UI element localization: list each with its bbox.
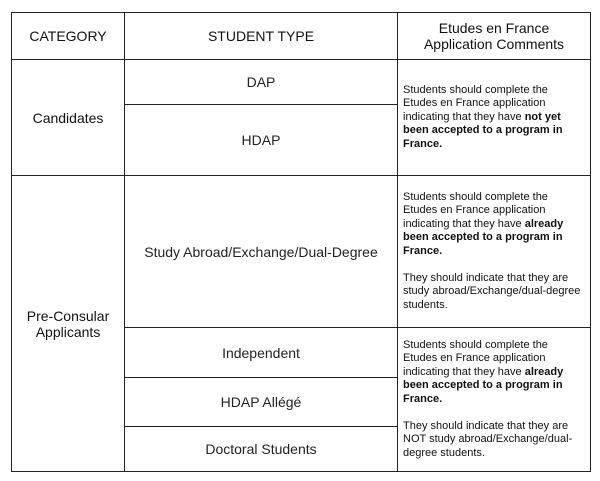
comment-emphasis: already been accepted to a program in France. [403, 217, 564, 257]
student-category-table [11, 12, 591, 472]
table-row [12, 176, 591, 328]
comment-independent [398, 328, 591, 472]
comment-emphasis: already been accepted to a program in France. [403, 365, 564, 405]
header-comments-line2: Application Comments [423, 36, 565, 52]
comment-candidates [398, 60, 591, 176]
header-row [12, 13, 591, 60]
category-candidates: Candidates [12, 60, 125, 176]
header-comments-line1: Etudes en France [438, 20, 550, 36]
header-category: CATEGORY [12, 13, 125, 60]
comment-emphasis: not yet been accepted to a program in France. [403, 110, 563, 150]
comment-text: Students should complete the Etudes en France application indicating that they have [403, 338, 548, 378]
type-dap: DAP [125, 60, 398, 105]
comment-text: Students should complete the Etudes en France application indicating that they have [403, 190, 548, 230]
type-hdap-allege: HDAP Allégé [125, 378, 398, 427]
type-doctoral: Doctoral Students [125, 427, 398, 472]
comment-note: They should indicate that they are NOT study abroad/Exchange/dual-degree students. [403, 419, 573, 459]
category-preconsular [12, 176, 125, 472]
type-study-abroad: Study Abroad/Exchange/Dual-Degree [125, 176, 398, 328]
comment-text: Students should complete the Etudes en France application indicating that they have [403, 83, 548, 123]
comment-note: They should indicate that they are study abroad/Exchange/dual-degree students. [403, 271, 581, 311]
comment-study-abroad [398, 176, 591, 328]
category-preconsular-line1: Pre-Consular [26, 307, 110, 324]
table-row [12, 60, 591, 105]
header-student-type: STUDENT TYPE [125, 13, 398, 60]
type-independent: Independent [125, 328, 398, 378]
header-comments [398, 13, 591, 60]
category-preconsular-line2: Applicants [35, 323, 101, 340]
type-hdap: HDAP [125, 105, 398, 176]
